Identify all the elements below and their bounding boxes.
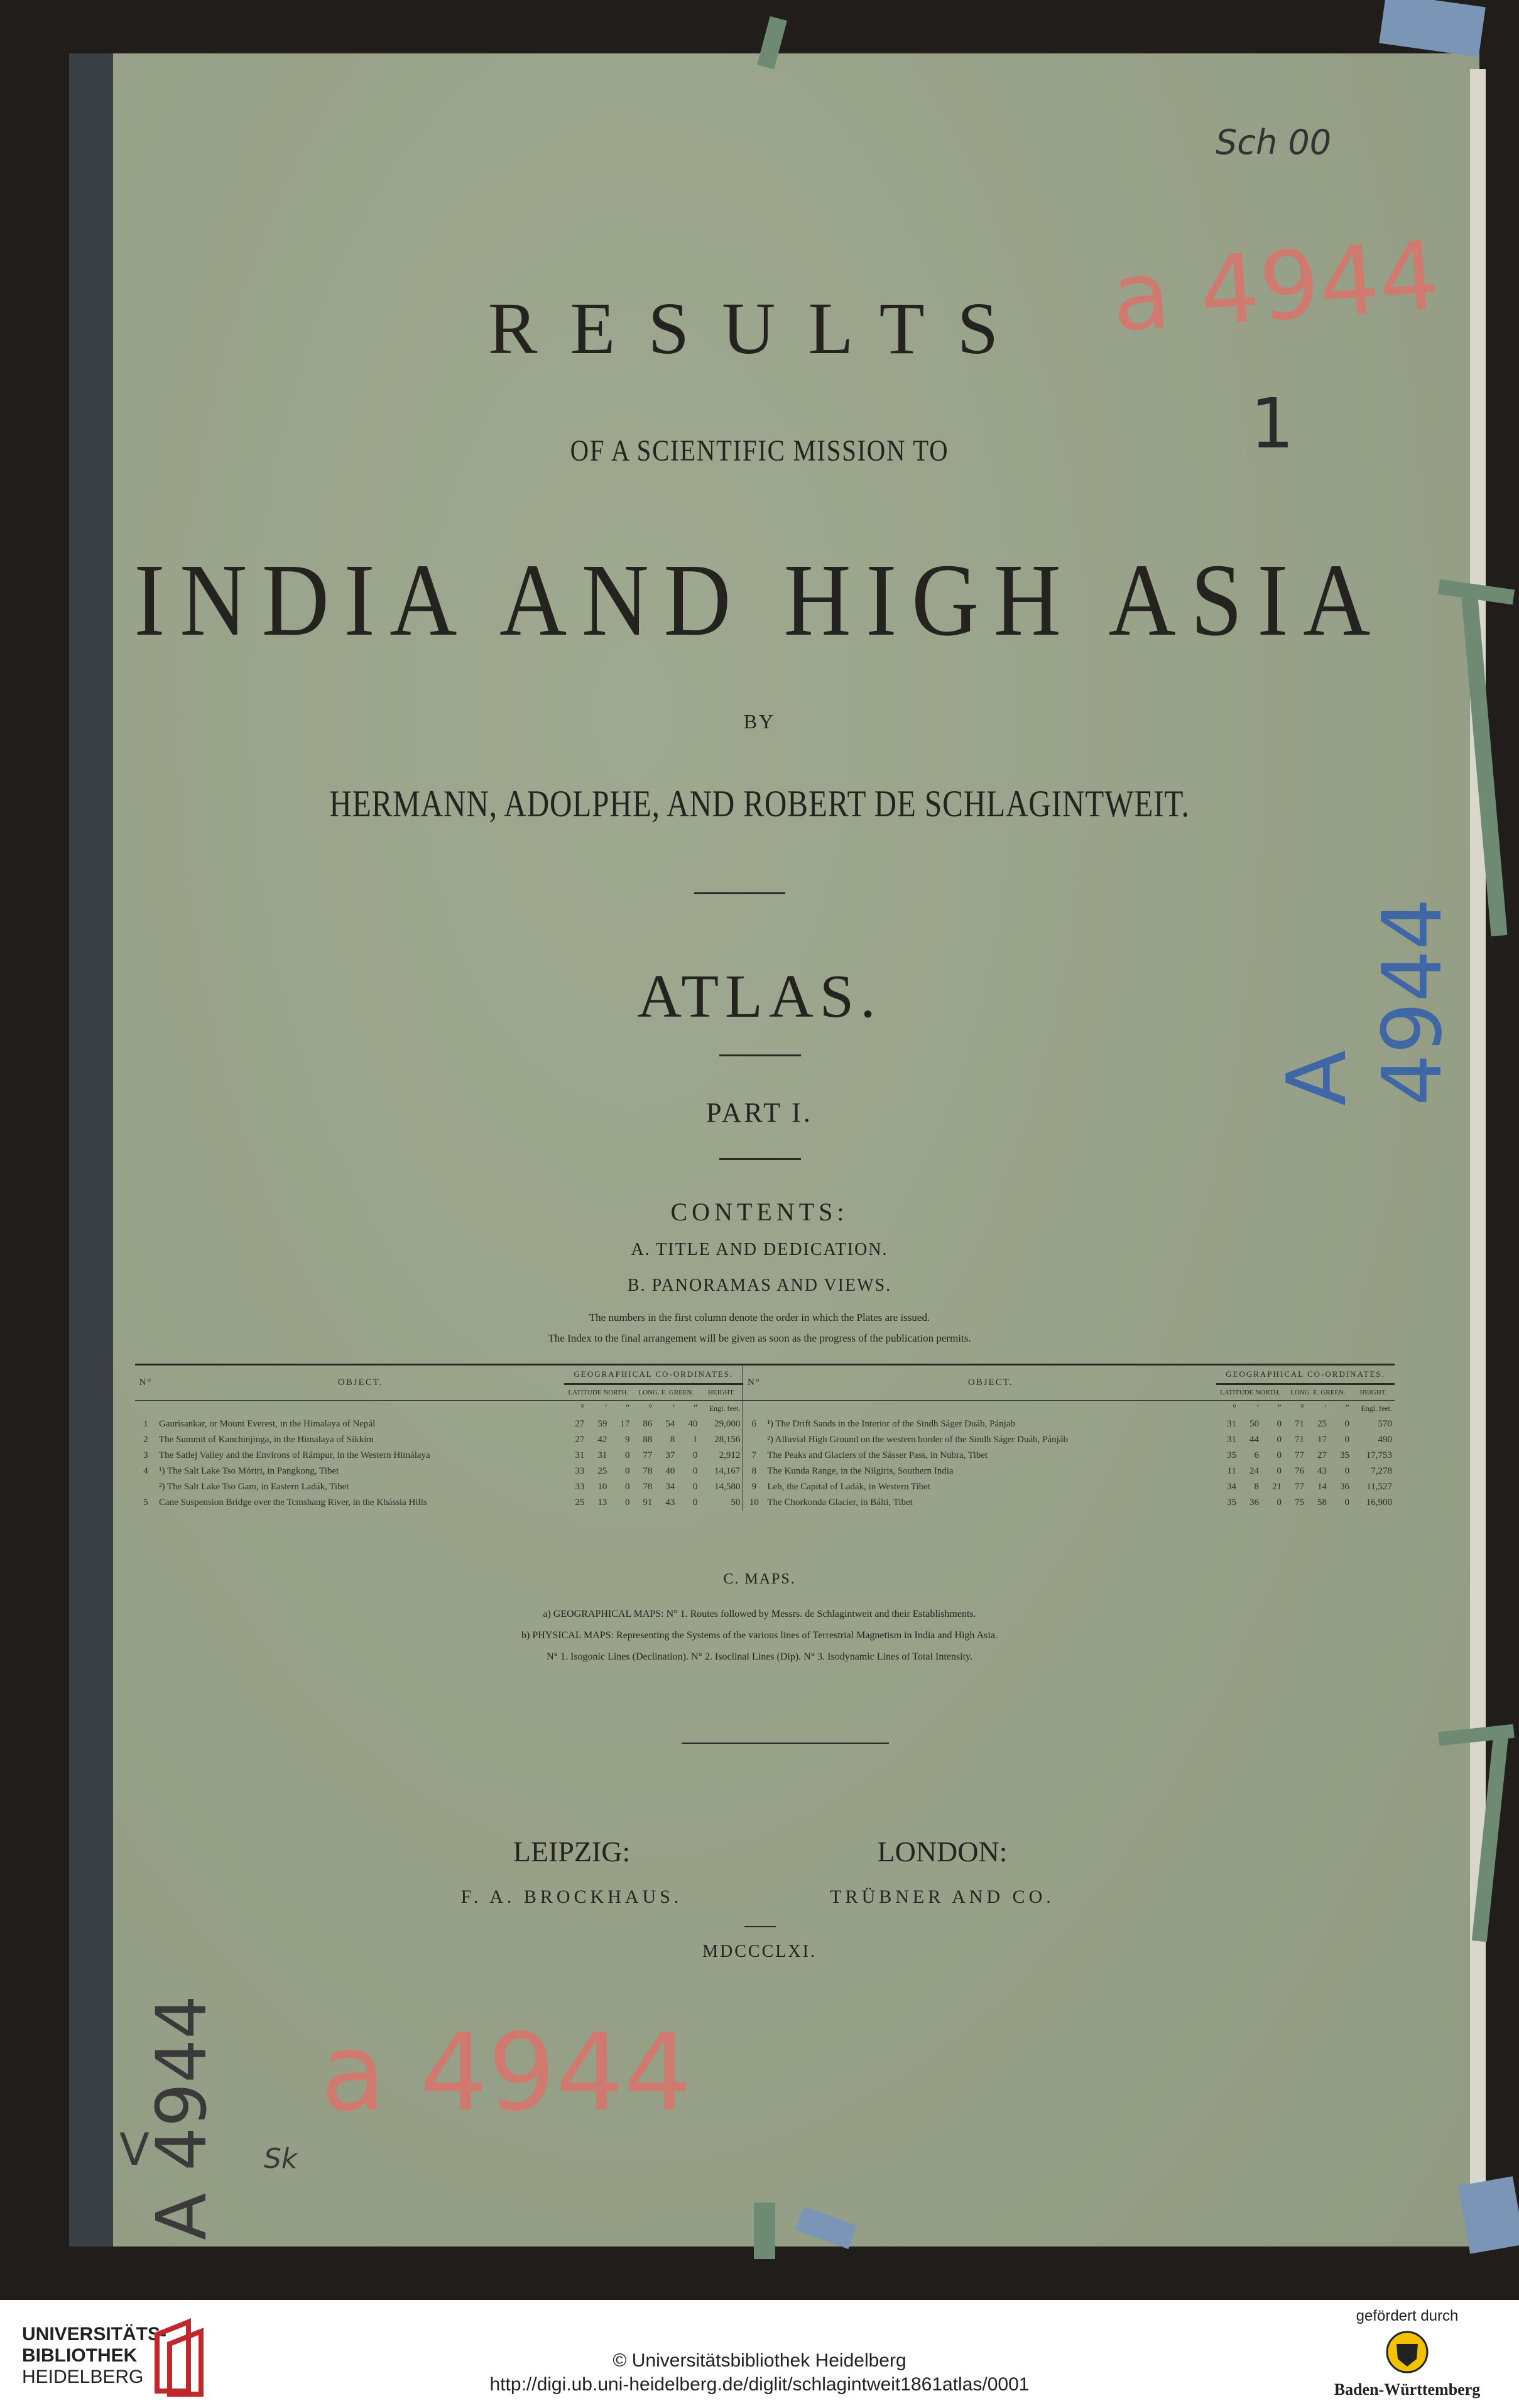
contents-note: The numbers in the first column denote the order in which the Plates are issued. <box>589 1311 930 1323</box>
divider-rule <box>719 1054 801 1056</box>
ribbon-tie-bottom <box>754 2203 775 2259</box>
divider-rule <box>719 1158 801 1160</box>
red-call-number-top: a 4944 <box>1108 221 1443 353</box>
maps-item-a: a) GEOGRAPHICAL MAPS: N° 1. Routes followed by Messrs. de Schlagintweit and their Establishments. <box>543 1609 976 1619</box>
title-by: BY <box>743 710 776 733</box>
col-header-lat: LATITUDE NORTH. <box>564 1384 632 1401</box>
maps-item-c: N° 1. Isogonic Lines (Declination). N° 2. Isoclinal Lines (Dip). N° 3. Isodynamic Lines of Total Intensity. <box>547 1651 972 1662</box>
contents-note: The Index to the final arrangement will be given as soon as the progress of the publication permits. <box>548 1332 971 1344</box>
blue-tape-top <box>1379 0 1486 57</box>
handwritten-v: V <box>119 2124 150 2175</box>
handwritten-shelfmark: Sch 00 <box>1216 123 1332 162</box>
atlas-cover-board <box>69 53 1479 2247</box>
col-header-height: HEIGHT. <box>700 1384 743 1401</box>
title-authors: HERMANN, ADOLPHE, AND ROBERT DE SCHLAGINTWEIT. <box>329 783 1190 824</box>
maps-item-b: b) PHYSICAL MAPS: Representing the Systems of the various lines of Terrestrial Magnetism in India and High Asia. <box>521 1630 998 1641</box>
imprint-year: MDCCCLXI. <box>702 1942 817 1961</box>
copyright-text: © Universitätsbibliothek Heidelberg <box>612 2350 906 2371</box>
col-header-geo: GEOGRAPHICAL CO-ORDINATES. <box>564 1365 743 1384</box>
handwritten-sk: Sk <box>264 2143 298 2175</box>
col-header-no: N° <box>135 1365 156 1401</box>
col-header-lat: LATITUDE NORTH. <box>1216 1384 1284 1401</box>
state-name: Baden-Württemberg <box>1334 2380 1481 2399</box>
blue-call-number: A 4944 <box>1269 898 1460 1106</box>
contents-item-b: B. PANORAMAS AND VIEWS. <box>627 1276 892 1295</box>
imprint-london: LONDON: <box>877 1836 1008 1868</box>
col-header-geo: GEOGRAPHICAL CO-ORDINATES. <box>1216 1365 1395 1384</box>
divider-rule <box>682 1743 889 1744</box>
handwritten-vertical-number: A 4944 <box>141 1995 222 2240</box>
title-results: RESULTS <box>487 287 1032 369</box>
red-call-number-bottom: a 4944 <box>320 2011 692 2135</box>
table-row: 3 The Satlej Valley and the Environs of Rámpur, in the Western Himálaya 31 31 0 77 37 0 2,912 7 The Peaks and Glaciers of the Sásser Pass, in Nubra, Tibet 35 6 0 77 27 35 17,753 <box>135 1448 1395 1464</box>
col-header-object: OBJECT. <box>156 1365 564 1401</box>
contents-heading: CONTENTS: <box>670 1198 849 1226</box>
state-coat-of-arms-icon <box>1385 2330 1429 2374</box>
col-header-height: HEIGHT. <box>1352 1384 1395 1401</box>
table-header-row <box>135 1365 1395 1384</box>
height-unit: Engl. feet. <box>709 1404 741 1413</box>
imprint-trubner: TRÜBNER AND CO. <box>830 1886 1055 1907</box>
col-header-long: LONG. E. GREEN. <box>1284 1384 1352 1401</box>
table-row: ²) The Salt Lake Tso Gam, in Eastern Ladák, Tibet 33 10 0 78 34 0 14,580 9 Leh, the Capital of Ladák, in Western Tibet 34 8 21 77 14 36 11,527 <box>135 1479 1395 1495</box>
funded-by-label: gefördert durch <box>1356 2307 1459 2324</box>
divider-rule <box>744 1926 776 1927</box>
divider-rule <box>694 892 785 894</box>
col-header-long: LONG. E. GREEN. <box>632 1384 700 1401</box>
col-header-no: N° <box>743 1365 765 1401</box>
height-unit: Engl. feet. <box>1361 1404 1392 1413</box>
title-main: INDIA AND HIGH ASIA <box>134 542 1385 657</box>
table-row: 4 ¹) The Salt Lake Tso Móriri, in Pangkong, Tibet 33 25 0 78 40 0 14,167 8 The Kunda Range, in the Nilgiris, Southern India 11 24 0 76 43 0 7,278 <box>135 1464 1395 1479</box>
handwritten-one: 1 <box>1250 383 1294 464</box>
plates-table <box>135 1364 1395 1511</box>
imprint-leipzig: LEIPZIG: <box>513 1836 631 1868</box>
library-name: UNIVERSITÄTS- BIBLIOTHEK HEIDELBERG <box>22 2324 167 2387</box>
library-footer <box>0 2300 1519 2408</box>
table-row: 1 Gaurisankar, or Mount Everest, in the Himalaya of Nepál 27 59 17 86 54 40 29,000 6 ¹) The Drift Sands in the Interior of the Sindh Ságer Duáb, Pánjab 31 50 0 71 25 0 570 <box>135 1416 1395 1432</box>
contents-item-a: A. TITLE AND DEDICATION. <box>631 1240 888 1259</box>
title-subtitle: OF A SCIENTIFIC MISSION TO <box>570 434 949 468</box>
table-unit-row: ° ′ ″ ° ′ ″ Engl. feet. ° ′ ″ ° ′ ″ Engl. feet. <box>135 1401 1395 1417</box>
table-row: 2 The Summit of Kanchinjinga, in the Himalaya of Sikkim 27 42 9 88 8 1 28,156 ²) Alluvial High Ground on the western border of the Sindh Ságer Duáb, Pánjáb 31 44 0 71 17 0 490 <box>135 1432 1395 1448</box>
imprint-brockhaus: F. A. BROCKHAUS. <box>460 1886 683 1907</box>
atlas-heading: ATLAS. <box>637 963 882 1031</box>
table-row: 5 Cane Suspension Bridge over the Tcmshang River, in the Khássia Hills 25 13 0 91 43 0 50 10 The Chorkonda Glacier, in Bálti, Tibet 35 36 0 75 58 0 16,900 <box>135 1495 1395 1511</box>
col-header-object: OBJECT. <box>765 1365 1216 1401</box>
cover-spine <box>69 53 113 2247</box>
maps-heading: C. MAPS. <box>723 1571 796 1587</box>
part-label: PART I. <box>706 1097 813 1128</box>
permalink-url[interactable]: http://digi.ub.uni-heidelberg.de/diglit/schlagintweit1861atlas/0001 <box>489 2374 1030 2395</box>
